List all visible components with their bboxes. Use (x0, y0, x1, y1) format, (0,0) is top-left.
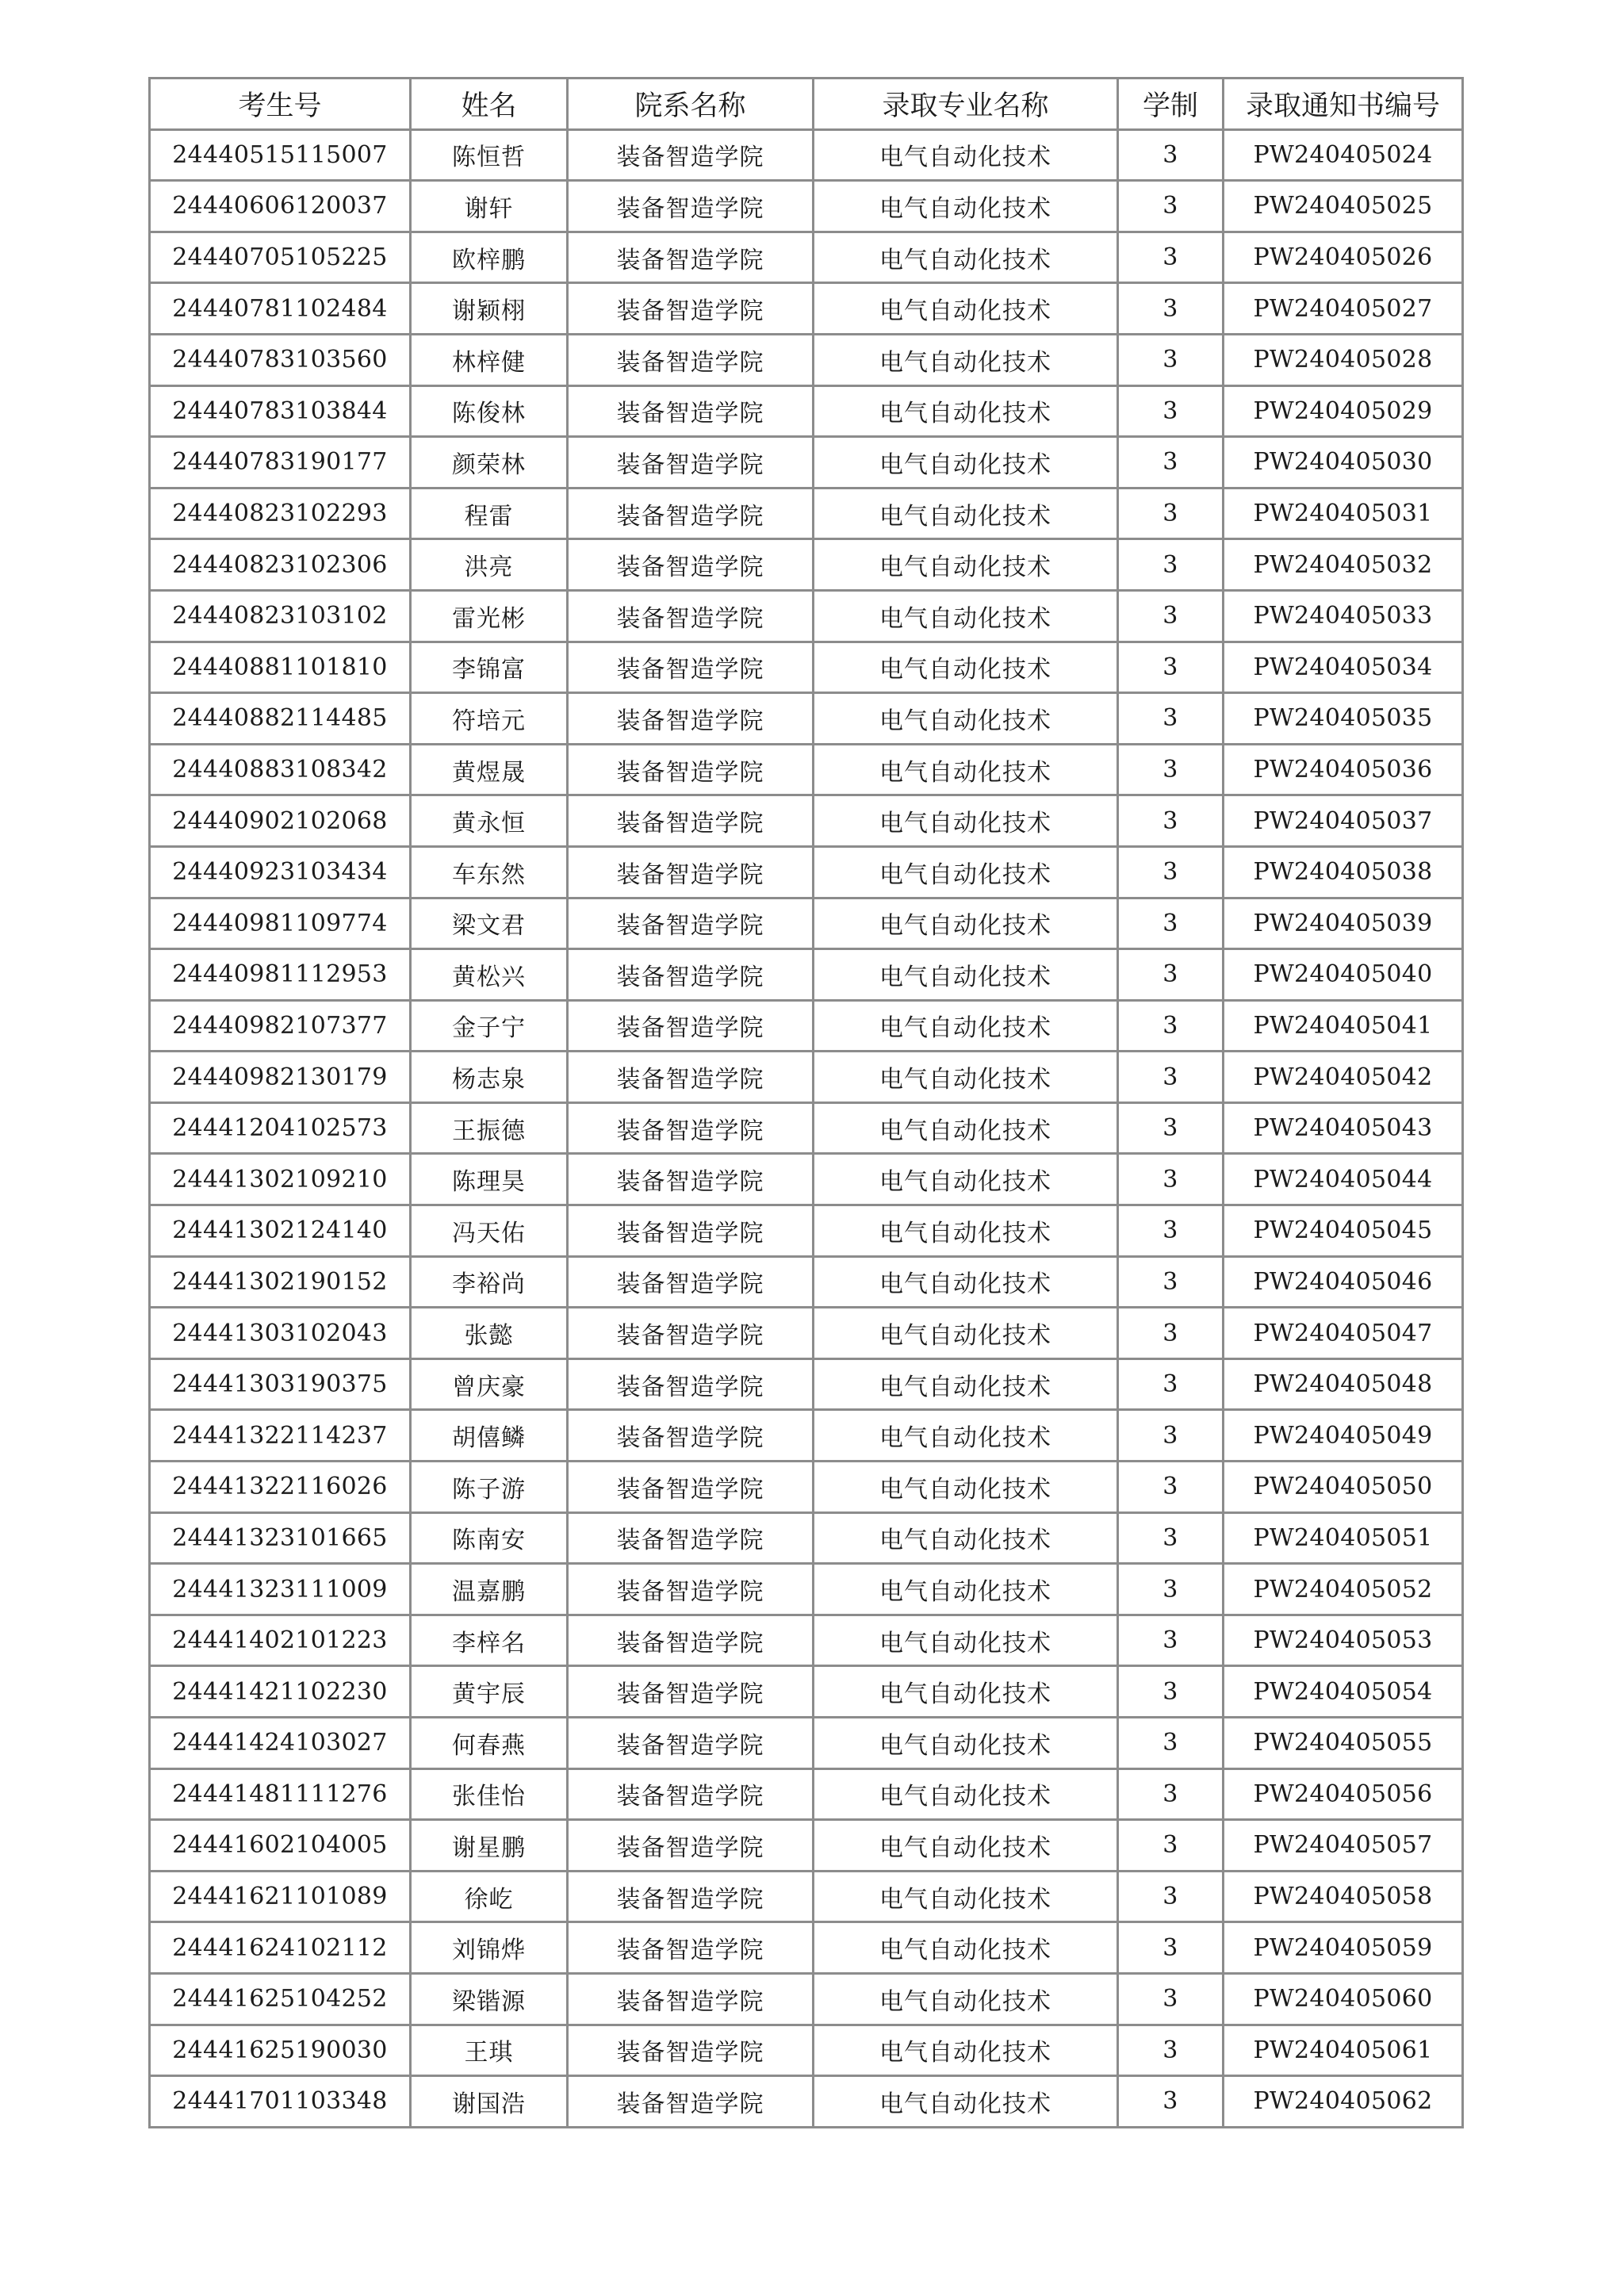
cell-exam-number: 24441322116026 (150, 1462, 411, 1513)
cell-college: 装备智造学院 (568, 1410, 814, 1462)
table-row (150, 795, 1463, 847)
table-row (150, 1410, 1463, 1462)
table-row (150, 1308, 1463, 1359)
cell-name: 陈理昊 (411, 1154, 568, 1205)
cell-duration: 3 (1118, 2025, 1224, 2076)
cell-notice-number: PW240405048 (1224, 1358, 1463, 1410)
cell-notice-number: PW240405027 (1224, 283, 1463, 335)
cell-name: 张佳怡 (411, 1768, 568, 1820)
cell-duration: 3 (1118, 1922, 1224, 1974)
table-row (150, 693, 1463, 745)
cell-duration: 3 (1118, 1615, 1224, 1666)
table-row (150, 1358, 1463, 1410)
cell-exam-number: 24441302124140 (150, 1205, 411, 1257)
cell-major: 电气自动化技术 (814, 1768, 1118, 1820)
cell-name: 梁锴源 (411, 1973, 568, 2025)
cell-major: 电气自动化技术 (814, 232, 1118, 283)
cell-college: 装备智造学院 (568, 1154, 814, 1205)
cell-major: 电气自动化技术 (814, 1102, 1118, 1154)
cell-major: 电气自动化技术 (814, 2025, 1118, 2076)
cell-duration: 3 (1118, 1308, 1224, 1359)
cell-name: 梁文君 (411, 898, 568, 949)
cell-major: 电气自动化技术 (814, 693, 1118, 745)
cell-name: 李锦富 (411, 642, 568, 693)
table-row (150, 846, 1463, 898)
cell-exam-number: 24440881101810 (150, 642, 411, 693)
cell-duration: 3 (1118, 385, 1224, 437)
cell-exam-number: 24440981109774 (150, 898, 411, 949)
cell-notice-number: PW240405050 (1224, 1462, 1463, 1513)
cell-notice-number: PW240405058 (1224, 1871, 1463, 1922)
cell-name: 刘锦烨 (411, 1922, 568, 1974)
cell-college: 装备智造学院 (568, 1462, 814, 1513)
cell-duration: 3 (1118, 846, 1224, 898)
cell-notice-number: PW240405041 (1224, 1000, 1463, 1052)
cell-notice-number: PW240405036 (1224, 744, 1463, 795)
cell-major: 电气自动化技术 (814, 1410, 1118, 1462)
cell-notice-number: PW240405045 (1224, 1205, 1463, 1257)
cell-name: 王振德 (411, 1102, 568, 1154)
cell-notice-number: PW240405061 (1224, 2025, 1463, 2076)
table-body (150, 129, 1463, 2127)
cell-major: 电气自动化技术 (814, 539, 1118, 591)
cell-duration: 3 (1118, 744, 1224, 795)
cell-duration: 3 (1118, 949, 1224, 1001)
cell-name: 欧梓鹏 (411, 232, 568, 283)
cell-name: 谢颖栩 (411, 283, 568, 335)
cell-duration: 3 (1118, 334, 1224, 385)
table-row (150, 1462, 1463, 1513)
cell-duration: 3 (1118, 1358, 1224, 1410)
cell-college: 装备智造学院 (568, 539, 814, 591)
cell-name: 洪亮 (411, 539, 568, 591)
cell-notice-number: PW240405046 (1224, 1256, 1463, 1308)
cell-exam-number: 24440783103844 (150, 385, 411, 437)
cell-name: 金子宁 (411, 1000, 568, 1052)
cell-notice-number: PW240405047 (1224, 1308, 1463, 1359)
table-row (150, 642, 1463, 693)
cell-exam-number: 24440902102068 (150, 795, 411, 847)
cell-exam-number: 24440783103560 (150, 334, 411, 385)
table-row (150, 590, 1463, 642)
cell-duration: 3 (1118, 1052, 1224, 1103)
cell-exam-number: 24440923103434 (150, 846, 411, 898)
cell-duration: 3 (1118, 539, 1224, 591)
header-exam-number: 考生号 (150, 79, 411, 130)
cell-notice-number: PW240405031 (1224, 488, 1463, 539)
table-row (150, 1154, 1463, 1205)
cell-exam-number: 24440823102293 (150, 488, 411, 539)
cell-exam-number: 24441481111276 (150, 1768, 411, 1820)
cell-notice-number: PW240405053 (1224, 1615, 1463, 1666)
cell-name: 符培元 (411, 693, 568, 745)
cell-duration: 3 (1118, 693, 1224, 745)
cell-duration: 3 (1118, 1410, 1224, 1462)
cell-college: 装备智造学院 (568, 642, 814, 693)
table-row (150, 2076, 1463, 2128)
cell-name: 冯天佑 (411, 1205, 568, 1257)
cell-name: 王琪 (411, 2025, 568, 2076)
cell-major: 电气自动化技术 (814, 1000, 1118, 1052)
cell-college: 装备智造学院 (568, 1205, 814, 1257)
cell-exam-number: 24441602104005 (150, 1820, 411, 1872)
cell-major: 电气自动化技术 (814, 1820, 1118, 1872)
cell-notice-number: PW240405024 (1224, 129, 1463, 181)
header-college: 院系名称 (568, 79, 814, 130)
table-row (150, 1871, 1463, 1922)
cell-college: 装备智造学院 (568, 1308, 814, 1359)
cell-college: 装备智造学院 (568, 181, 814, 232)
cell-notice-number: PW240405028 (1224, 334, 1463, 385)
cell-college: 装备智造学院 (568, 2025, 814, 2076)
cell-name: 谢轩 (411, 181, 568, 232)
cell-major: 电气自动化技术 (814, 949, 1118, 1001)
header-duration: 学制 (1118, 79, 1224, 130)
cell-college: 装备智造学院 (568, 744, 814, 795)
cell-name: 黄宇辰 (411, 1666, 568, 1718)
cell-college: 装备智造学院 (568, 129, 814, 181)
table-row (150, 1000, 1463, 1052)
cell-exam-number: 24441303102043 (150, 1308, 411, 1359)
cell-name: 陈俊林 (411, 385, 568, 437)
cell-name: 程雷 (411, 488, 568, 539)
cell-name: 曾庆豪 (411, 1358, 568, 1410)
cell-college: 装备智造学院 (568, 2076, 814, 2128)
table-row (150, 539, 1463, 591)
cell-name: 杨志泉 (411, 1052, 568, 1103)
cell-name: 徐屹 (411, 1871, 568, 1922)
cell-exam-number: 24440882114485 (150, 693, 411, 745)
cell-notice-number: PW240405054 (1224, 1666, 1463, 1718)
cell-name: 颜荣林 (411, 437, 568, 489)
table-row (150, 1205, 1463, 1257)
table-row (150, 1768, 1463, 1820)
cell-exam-number: 24440883108342 (150, 744, 411, 795)
admission-table (148, 77, 1464, 2128)
table-row (150, 385, 1463, 437)
cell-duration: 3 (1118, 129, 1224, 181)
cell-major: 电气自动化技术 (814, 385, 1118, 437)
cell-duration: 3 (1118, 1205, 1224, 1257)
cell-major: 电气自动化技术 (814, 181, 1118, 232)
cell-college: 装备智造学院 (568, 334, 814, 385)
cell-college: 装备智造学院 (568, 437, 814, 489)
cell-duration: 3 (1118, 1512, 1224, 1564)
cell-major: 电气自动化技术 (814, 1358, 1118, 1410)
table-row (150, 129, 1463, 181)
cell-major: 电气自动化技术 (814, 1718, 1118, 1769)
header-name: 姓名 (411, 79, 568, 130)
cell-notice-number: PW240405035 (1224, 693, 1463, 745)
cell-college: 装备智造学院 (568, 1564, 814, 1615)
table-header (150, 79, 1463, 130)
cell-major: 电气自动化技术 (814, 283, 1118, 335)
cell-college: 装备智造学院 (568, 590, 814, 642)
cell-major: 电气自动化技术 (814, 1512, 1118, 1564)
cell-notice-number: PW240405043 (1224, 1102, 1463, 1154)
cell-college: 装备智造学院 (568, 949, 814, 1001)
cell-notice-number: PW240405034 (1224, 642, 1463, 693)
table-row (150, 1973, 1463, 2025)
cell-duration: 3 (1118, 642, 1224, 693)
cell-major: 电气自动化技术 (814, 846, 1118, 898)
cell-major: 电气自动化技术 (814, 129, 1118, 181)
cell-name: 谢国浩 (411, 2076, 568, 2128)
cell-college: 装备智造学院 (568, 1718, 814, 1769)
cell-duration: 3 (1118, 1102, 1224, 1154)
header-row (150, 79, 1463, 130)
table-row (150, 898, 1463, 949)
cell-major: 电气自动化技术 (814, 898, 1118, 949)
cell-duration: 3 (1118, 283, 1224, 335)
cell-notice-number: PW240405062 (1224, 2076, 1463, 2128)
cell-notice-number: PW240405044 (1224, 1154, 1463, 1205)
cell-notice-number: PW240405030 (1224, 437, 1463, 489)
cell-notice-number: PW240405059 (1224, 1922, 1463, 1974)
cell-college: 装备智造学院 (568, 1820, 814, 1872)
cell-college: 装备智造学院 (568, 283, 814, 335)
cell-exam-number: 24441322114237 (150, 1410, 411, 1462)
cell-name: 张懿 (411, 1308, 568, 1359)
cell-major: 电气自动化技术 (814, 2076, 1118, 2128)
cell-major: 电气自动化技术 (814, 1666, 1118, 1718)
cell-college: 装备智造学院 (568, 1666, 814, 1718)
cell-duration: 3 (1118, 437, 1224, 489)
cell-major: 电气自动化技术 (814, 590, 1118, 642)
cell-major: 电气自动化技术 (814, 1922, 1118, 1974)
cell-exam-number: 24441302190152 (150, 1256, 411, 1308)
cell-exam-number: 24441624102112 (150, 1922, 411, 1974)
table-row (150, 744, 1463, 795)
cell-duration: 3 (1118, 1718, 1224, 1769)
cell-college: 装备智造学院 (568, 232, 814, 283)
cell-major: 电气自动化技术 (814, 334, 1118, 385)
cell-name: 陈恒哲 (411, 129, 568, 181)
cell-notice-number: PW240405037 (1224, 795, 1463, 847)
cell-exam-number: 24441421102230 (150, 1666, 411, 1718)
table-row (150, 1718, 1463, 1769)
cell-college: 装备智造学院 (568, 1973, 814, 2025)
cell-exam-number: 24441625190030 (150, 2025, 411, 2076)
cell-exam-number: 24441323101665 (150, 1512, 411, 1564)
cell-name: 陈南安 (411, 1512, 568, 1564)
cell-duration: 3 (1118, 181, 1224, 232)
cell-notice-number: PW240405033 (1224, 590, 1463, 642)
cell-exam-number: 24441204102573 (150, 1102, 411, 1154)
cell-exam-number: 24440982130179 (150, 1052, 411, 1103)
cell-notice-number: PW240405038 (1224, 846, 1463, 898)
cell-major: 电气自动化技术 (814, 1462, 1118, 1513)
table-row (150, 488, 1463, 539)
cell-exam-number: 24440606120037 (150, 181, 411, 232)
cell-duration: 3 (1118, 2076, 1224, 2128)
table-row (150, 1820, 1463, 1872)
cell-duration: 3 (1118, 1154, 1224, 1205)
cell-name: 黄煜晟 (411, 744, 568, 795)
cell-exam-number: 24441402101223 (150, 1615, 411, 1666)
cell-college: 装备智造学院 (568, 1512, 814, 1564)
cell-notice-number: PW240405042 (1224, 1052, 1463, 1103)
cell-major: 电气自动化技术 (814, 1564, 1118, 1615)
cell-duration: 3 (1118, 488, 1224, 539)
cell-notice-number: PW240405049 (1224, 1410, 1463, 1462)
table-row (150, 232, 1463, 283)
cell-duration: 3 (1118, 898, 1224, 949)
table-row (150, 181, 1463, 232)
cell-name: 车东然 (411, 846, 568, 898)
cell-major: 电气自动化技术 (814, 795, 1118, 847)
cell-duration: 3 (1118, 1462, 1224, 1513)
table-row (150, 1256, 1463, 1308)
cell-exam-number: 24440823102306 (150, 539, 411, 591)
cell-duration: 3 (1118, 1973, 1224, 2025)
cell-major: 电气自动化技术 (814, 1052, 1118, 1103)
cell-name: 雷光彬 (411, 590, 568, 642)
cell-notice-number: PW240405026 (1224, 232, 1463, 283)
cell-exam-number: 24440781102484 (150, 283, 411, 335)
cell-name: 李梓名 (411, 1615, 568, 1666)
cell-college: 装备智造学院 (568, 846, 814, 898)
table-row (150, 1615, 1463, 1666)
cell-duration: 3 (1118, 232, 1224, 283)
cell-major: 电气自动化技术 (814, 1615, 1118, 1666)
table-row (150, 949, 1463, 1001)
table-row (150, 1922, 1463, 1974)
cell-notice-number: PW240405040 (1224, 949, 1463, 1001)
cell-notice-number: PW240405032 (1224, 539, 1463, 591)
cell-name: 何春燕 (411, 1718, 568, 1769)
cell-duration: 3 (1118, 590, 1224, 642)
cell-college: 装备智造学院 (568, 1768, 814, 1820)
cell-duration: 3 (1118, 1564, 1224, 1615)
cell-major: 电气自动化技术 (814, 488, 1118, 539)
cell-name: 温嘉鹏 (411, 1564, 568, 1615)
table-row (150, 1666, 1463, 1718)
header-major: 录取专业名称 (814, 79, 1118, 130)
cell-college: 装备智造学院 (568, 1000, 814, 1052)
table-row (150, 283, 1463, 335)
cell-college: 装备智造学院 (568, 385, 814, 437)
cell-major: 电气自动化技术 (814, 744, 1118, 795)
cell-college: 装备智造学院 (568, 488, 814, 539)
cell-exam-number: 24440981112953 (150, 949, 411, 1001)
cell-college: 装备智造学院 (568, 1922, 814, 1974)
cell-major: 电气自动化技术 (814, 1205, 1118, 1257)
cell-exam-number: 24441424103027 (150, 1718, 411, 1769)
cell-notice-number: PW240405055 (1224, 1718, 1463, 1769)
cell-major: 电气自动化技术 (814, 642, 1118, 693)
cell-exam-number: 24440705105225 (150, 232, 411, 283)
cell-major: 电气自动化技术 (814, 1308, 1118, 1359)
cell-name: 胡僖鳞 (411, 1410, 568, 1462)
cell-name: 黄松兴 (411, 949, 568, 1001)
cell-exam-number: 24441621101089 (150, 1871, 411, 1922)
cell-name: 黄永恒 (411, 795, 568, 847)
cell-name: 林梓健 (411, 334, 568, 385)
cell-notice-number: PW240405025 (1224, 181, 1463, 232)
cell-name: 李裕尚 (411, 1256, 568, 1308)
cell-exam-number: 24441625104252 (150, 1973, 411, 2025)
cell-major: 电气自动化技术 (814, 437, 1118, 489)
cell-exam-number: 24441302109210 (150, 1154, 411, 1205)
cell-exam-number: 24440783190177 (150, 437, 411, 489)
cell-college: 装备智造学院 (568, 1871, 814, 1922)
cell-duration: 3 (1118, 1666, 1224, 1718)
cell-duration: 3 (1118, 795, 1224, 847)
cell-exam-number: 24440823103102 (150, 590, 411, 642)
cell-name: 谢星鹏 (411, 1820, 568, 1872)
cell-exam-number: 24440515115007 (150, 129, 411, 181)
table-row (150, 1512, 1463, 1564)
cell-notice-number: PW240405060 (1224, 1973, 1463, 2025)
cell-duration: 3 (1118, 1768, 1224, 1820)
cell-major: 电气自动化技术 (814, 1154, 1118, 1205)
cell-college: 装备智造学院 (568, 898, 814, 949)
cell-notice-number: PW240405052 (1224, 1564, 1463, 1615)
table-row (150, 437, 1463, 489)
cell-college: 装备智造学院 (568, 1615, 814, 1666)
cell-notice-number: PW240405029 (1224, 385, 1463, 437)
table-row (150, 1564, 1463, 1615)
table-row (150, 2025, 1463, 2076)
cell-exam-number: 24440982107377 (150, 1000, 411, 1052)
cell-college: 装备智造学院 (568, 1052, 814, 1103)
cell-major: 电气自动化技术 (814, 1256, 1118, 1308)
cell-duration: 3 (1118, 1256, 1224, 1308)
cell-exam-number: 24441303190375 (150, 1358, 411, 1410)
cell-major: 电气自动化技术 (814, 1973, 1118, 2025)
cell-duration: 3 (1118, 1871, 1224, 1922)
cell-exam-number: 24441323111009 (150, 1564, 411, 1615)
cell-college: 装备智造学院 (568, 693, 814, 745)
cell-exam-number: 24441701103348 (150, 2076, 411, 2128)
document-page (148, 77, 1464, 2128)
table-row (150, 1052, 1463, 1103)
cell-notice-number: PW240405051 (1224, 1512, 1463, 1564)
cell-duration: 3 (1118, 1000, 1224, 1052)
cell-name: 陈子游 (411, 1462, 568, 1513)
header-notice-number: 录取通知书编号 (1224, 79, 1463, 130)
table-row (150, 334, 1463, 385)
cell-notice-number: PW240405056 (1224, 1768, 1463, 1820)
cell-major: 电气自动化技术 (814, 1871, 1118, 1922)
cell-college: 装备智造学院 (568, 1358, 814, 1410)
cell-college: 装备智造学院 (568, 795, 814, 847)
cell-notice-number: PW240405057 (1224, 1820, 1463, 1872)
cell-notice-number: PW240405039 (1224, 898, 1463, 949)
cell-college: 装备智造学院 (568, 1256, 814, 1308)
cell-college: 装备智造学院 (568, 1102, 814, 1154)
table-row (150, 1102, 1463, 1154)
cell-duration: 3 (1118, 1820, 1224, 1872)
